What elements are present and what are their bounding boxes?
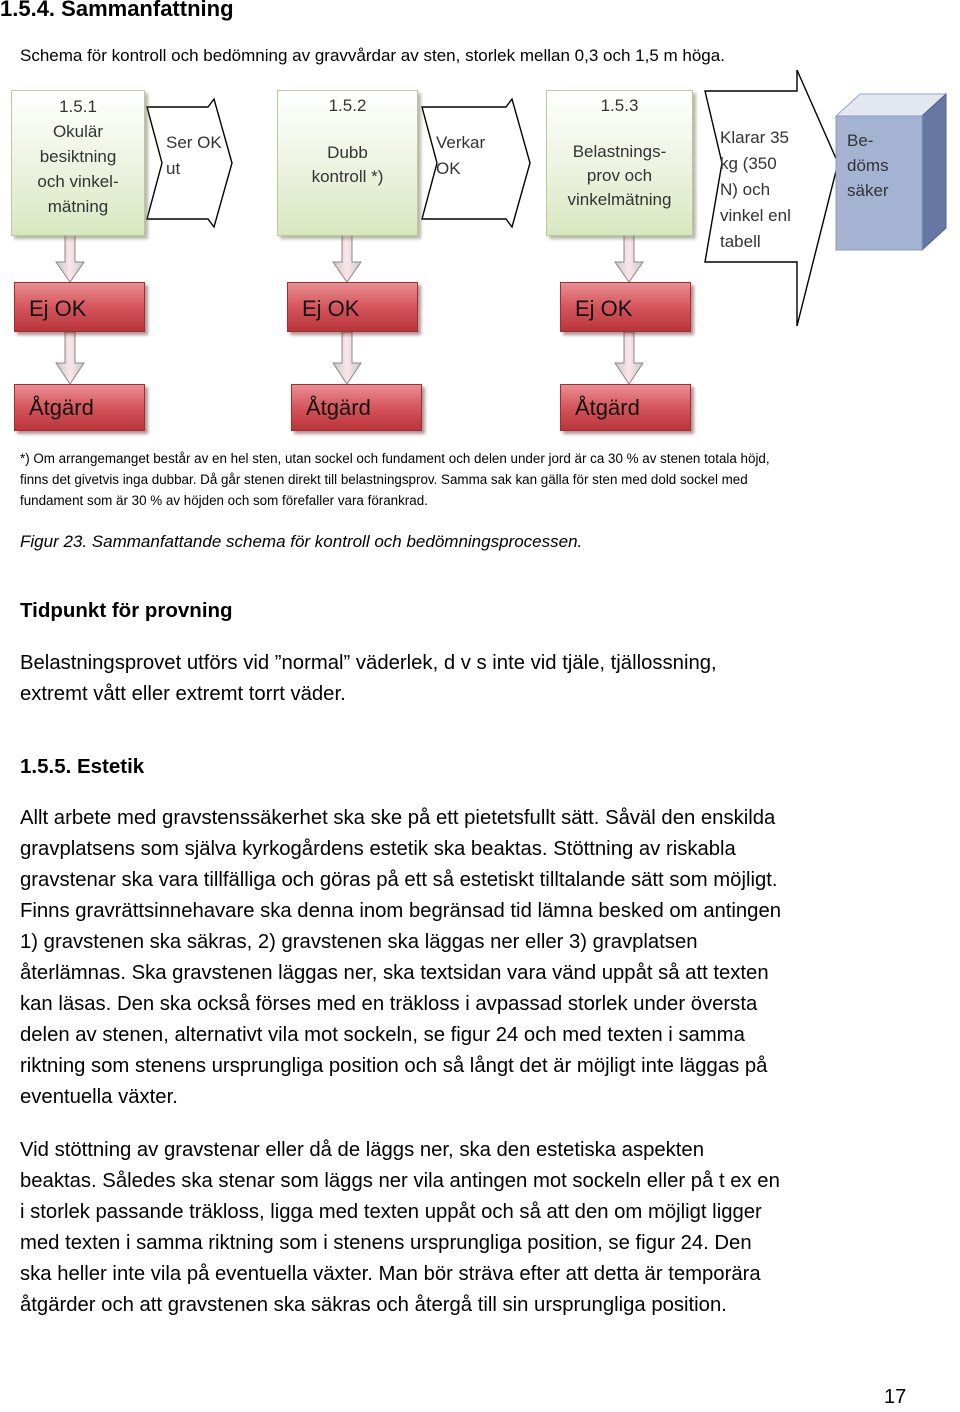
section-heading-tidpunkt: Tidpunkt för provning bbox=[20, 599, 233, 622]
paragraph-line: Finns gravrättsinnehavare ska denna inom begränsad tid lämna besked om antingen bbox=[20, 900, 782, 922]
paragraph-line: 1) gravstenen ska säkras, 2) gravstenen ska läggas ner eller 3) gravplatsen bbox=[20, 931, 698, 953]
connector-line: vinkel enl bbox=[720, 206, 791, 225]
down-arrow-2 bbox=[333, 235, 361, 282]
paragraph-line: med texten i samma riktning som i stenens ursprungliga position, se figur 24. Den bbox=[20, 1232, 752, 1254]
section-heading-sammanfattning: 1.5.4. Sammanfattning bbox=[0, 0, 234, 21]
box3-line: 1.5.3 bbox=[600, 96, 639, 115]
paragraph-line: riktning som stenens ursprungliga position och så långt det är möjligt inte läggas på bbox=[20, 1055, 768, 1077]
box3-line: Belastnings- bbox=[572, 142, 667, 161]
connector-line: Verkar bbox=[436, 133, 486, 152]
paragraph-line: Allt arbete med gravstenssäkerhet ska ske på ett pietetsfullt sätt. Såväl den enskilda bbox=[20, 807, 776, 829]
box-atgard-3 bbox=[560, 384, 691, 431]
connector-line: OK bbox=[436, 159, 461, 178]
footnote-line: *) Om arrangemanget består av en hel sten, utan sockel och fundament och delen under jord är ca 30 % av stenen totala höjd, bbox=[20, 451, 770, 466]
result-line: Be- bbox=[847, 131, 874, 150]
connector-klarar bbox=[720, 125, 791, 255]
paragraph-line: i storlek passande träkloss, ligga med texten uppåt och så att den om möjligt ligger bbox=[20, 1201, 762, 1223]
result-line: döms bbox=[847, 156, 889, 175]
connector-ser-ok bbox=[166, 130, 222, 182]
box-okular-besiktning bbox=[11, 90, 145, 236]
box3-line: vinkelmätning bbox=[567, 190, 672, 209]
paragraph-line: åtgärder och att gravstenen ska säkras och återgå till sin ursprungliga position. bbox=[20, 1294, 727, 1316]
box1-line: och vinkel- bbox=[37, 172, 119, 191]
footnote-line: fundament som är 30 % av höjden och som förefaller vara förankrad. bbox=[20, 493, 428, 508]
footnote-line: finns det givetvis inga dubbar. Då går stenen direkt till belastningsprov. Samma sak kan gälla för sten med dold sockel med bbox=[20, 472, 748, 487]
fail-label: Ej OK bbox=[575, 296, 633, 321]
down-arrow-6 bbox=[615, 332, 643, 384]
paragraph-line: extremt vått eller extremt torrt väder. bbox=[20, 683, 346, 705]
page-number: 17 bbox=[884, 1386, 907, 1408]
fail-label: Ej OK bbox=[29, 296, 87, 321]
flowchart-footnote bbox=[20, 448, 920, 511]
connector-line: tabell bbox=[720, 232, 761, 251]
action-label: Åtgärd bbox=[306, 395, 371, 420]
box-ej-ok-2 bbox=[287, 282, 418, 332]
paragraph-line: delen av stenen, alternativt vila mot sockeln, se figur 24 och med texten i samma bbox=[20, 1024, 745, 1046]
box3-line: prov och bbox=[586, 166, 653, 185]
paragraph-line: Belastningsprovet utförs vid ”normal” väderlek, d v s inte vid tjäle, tjällossning, bbox=[20, 652, 717, 674]
connector-line: Ser OK bbox=[166, 133, 222, 152]
box2-line: kontroll *) bbox=[311, 167, 384, 186]
connector-line: kg (350 bbox=[720, 154, 777, 173]
down-arrow-1 bbox=[56, 235, 84, 282]
action-label: Åtgärd bbox=[29, 395, 94, 420]
paragraph-line: gravstenar ska vara tillfälliga och göras på ett så estetiskt tilltalande sätt som möjligt. bbox=[20, 869, 778, 891]
down-arrow-5 bbox=[333, 332, 361, 384]
action-label: Åtgärd bbox=[575, 395, 640, 420]
paragraph-estetik-1 bbox=[20, 803, 940, 1113]
paragraph-tidpunkt bbox=[20, 648, 940, 710]
paragraph-estetik-2 bbox=[20, 1135, 940, 1321]
box-atgard-1 bbox=[14, 384, 145, 431]
connector-line: Klarar 35 bbox=[720, 128, 789, 147]
figure-caption: Figur 23. Sammanfattande schema för kontroll och bedömningsprocessen. bbox=[20, 532, 583, 551]
box2-line: 1.5.2 bbox=[328, 96, 367, 115]
box2-line: Dubb bbox=[327, 143, 368, 162]
box-belastningsprov bbox=[546, 90, 693, 236]
paragraph-line: beaktas. Således ska stenar som läggs ner vila antingen mot sockeln eller på t ex en bbox=[20, 1170, 780, 1192]
box1-line: besiktning bbox=[39, 147, 117, 166]
box1-line: mätning bbox=[47, 197, 109, 216]
box1-line: 1.5.1 bbox=[59, 97, 97, 116]
paragraph-line: återlämnas. Ska gravstenen läggas ner, ska textsidan vara vänd uppåt så att texten bbox=[20, 962, 769, 984]
paragraph-line: eventuella växter. bbox=[20, 1086, 178, 1108]
box1-line: Okulär bbox=[52, 122, 104, 141]
paragraph-line: kan läsas. Den ska också förses med en träkloss i avpassad storlek under översta bbox=[20, 993, 758, 1015]
result-line: säker bbox=[847, 181, 889, 200]
down-arrow-3 bbox=[615, 235, 643, 282]
paragraph-line: Vid stöttning av gravstenar eller då de läggs ner, ska den estetiska aspekten bbox=[20, 1139, 704, 1161]
box-atgard-2 bbox=[291, 384, 422, 431]
connector-verkar-ok bbox=[436, 130, 485, 182]
connector-line: N) och bbox=[720, 180, 771, 199]
fail-label: Ej OK bbox=[302, 296, 360, 321]
box-dubb-kontroll bbox=[277, 90, 418, 236]
box-ej-ok-3 bbox=[560, 282, 691, 332]
result-text bbox=[847, 128, 889, 203]
down-arrow-4 bbox=[56, 332, 84, 384]
paragraph-line: gravplatsens som själva kyrkogårdens estetik ska beaktas. Stöttning av riskabla bbox=[20, 838, 736, 860]
schema-subtitle: Schema för kontroll och bedömning av gravvårdar av sten, storlek mellan 0,3 och 1,5 m höga. bbox=[20, 46, 725, 65]
section-heading-estetik: 1.5.5. Estetik bbox=[20, 755, 145, 778]
connector-line: ut bbox=[166, 159, 181, 178]
paragraph-line: ska heller inte vila på eventuella växter. Man bör sträva efter att detta är temporära bbox=[20, 1263, 761, 1285]
box-ej-ok-1 bbox=[14, 282, 145, 332]
